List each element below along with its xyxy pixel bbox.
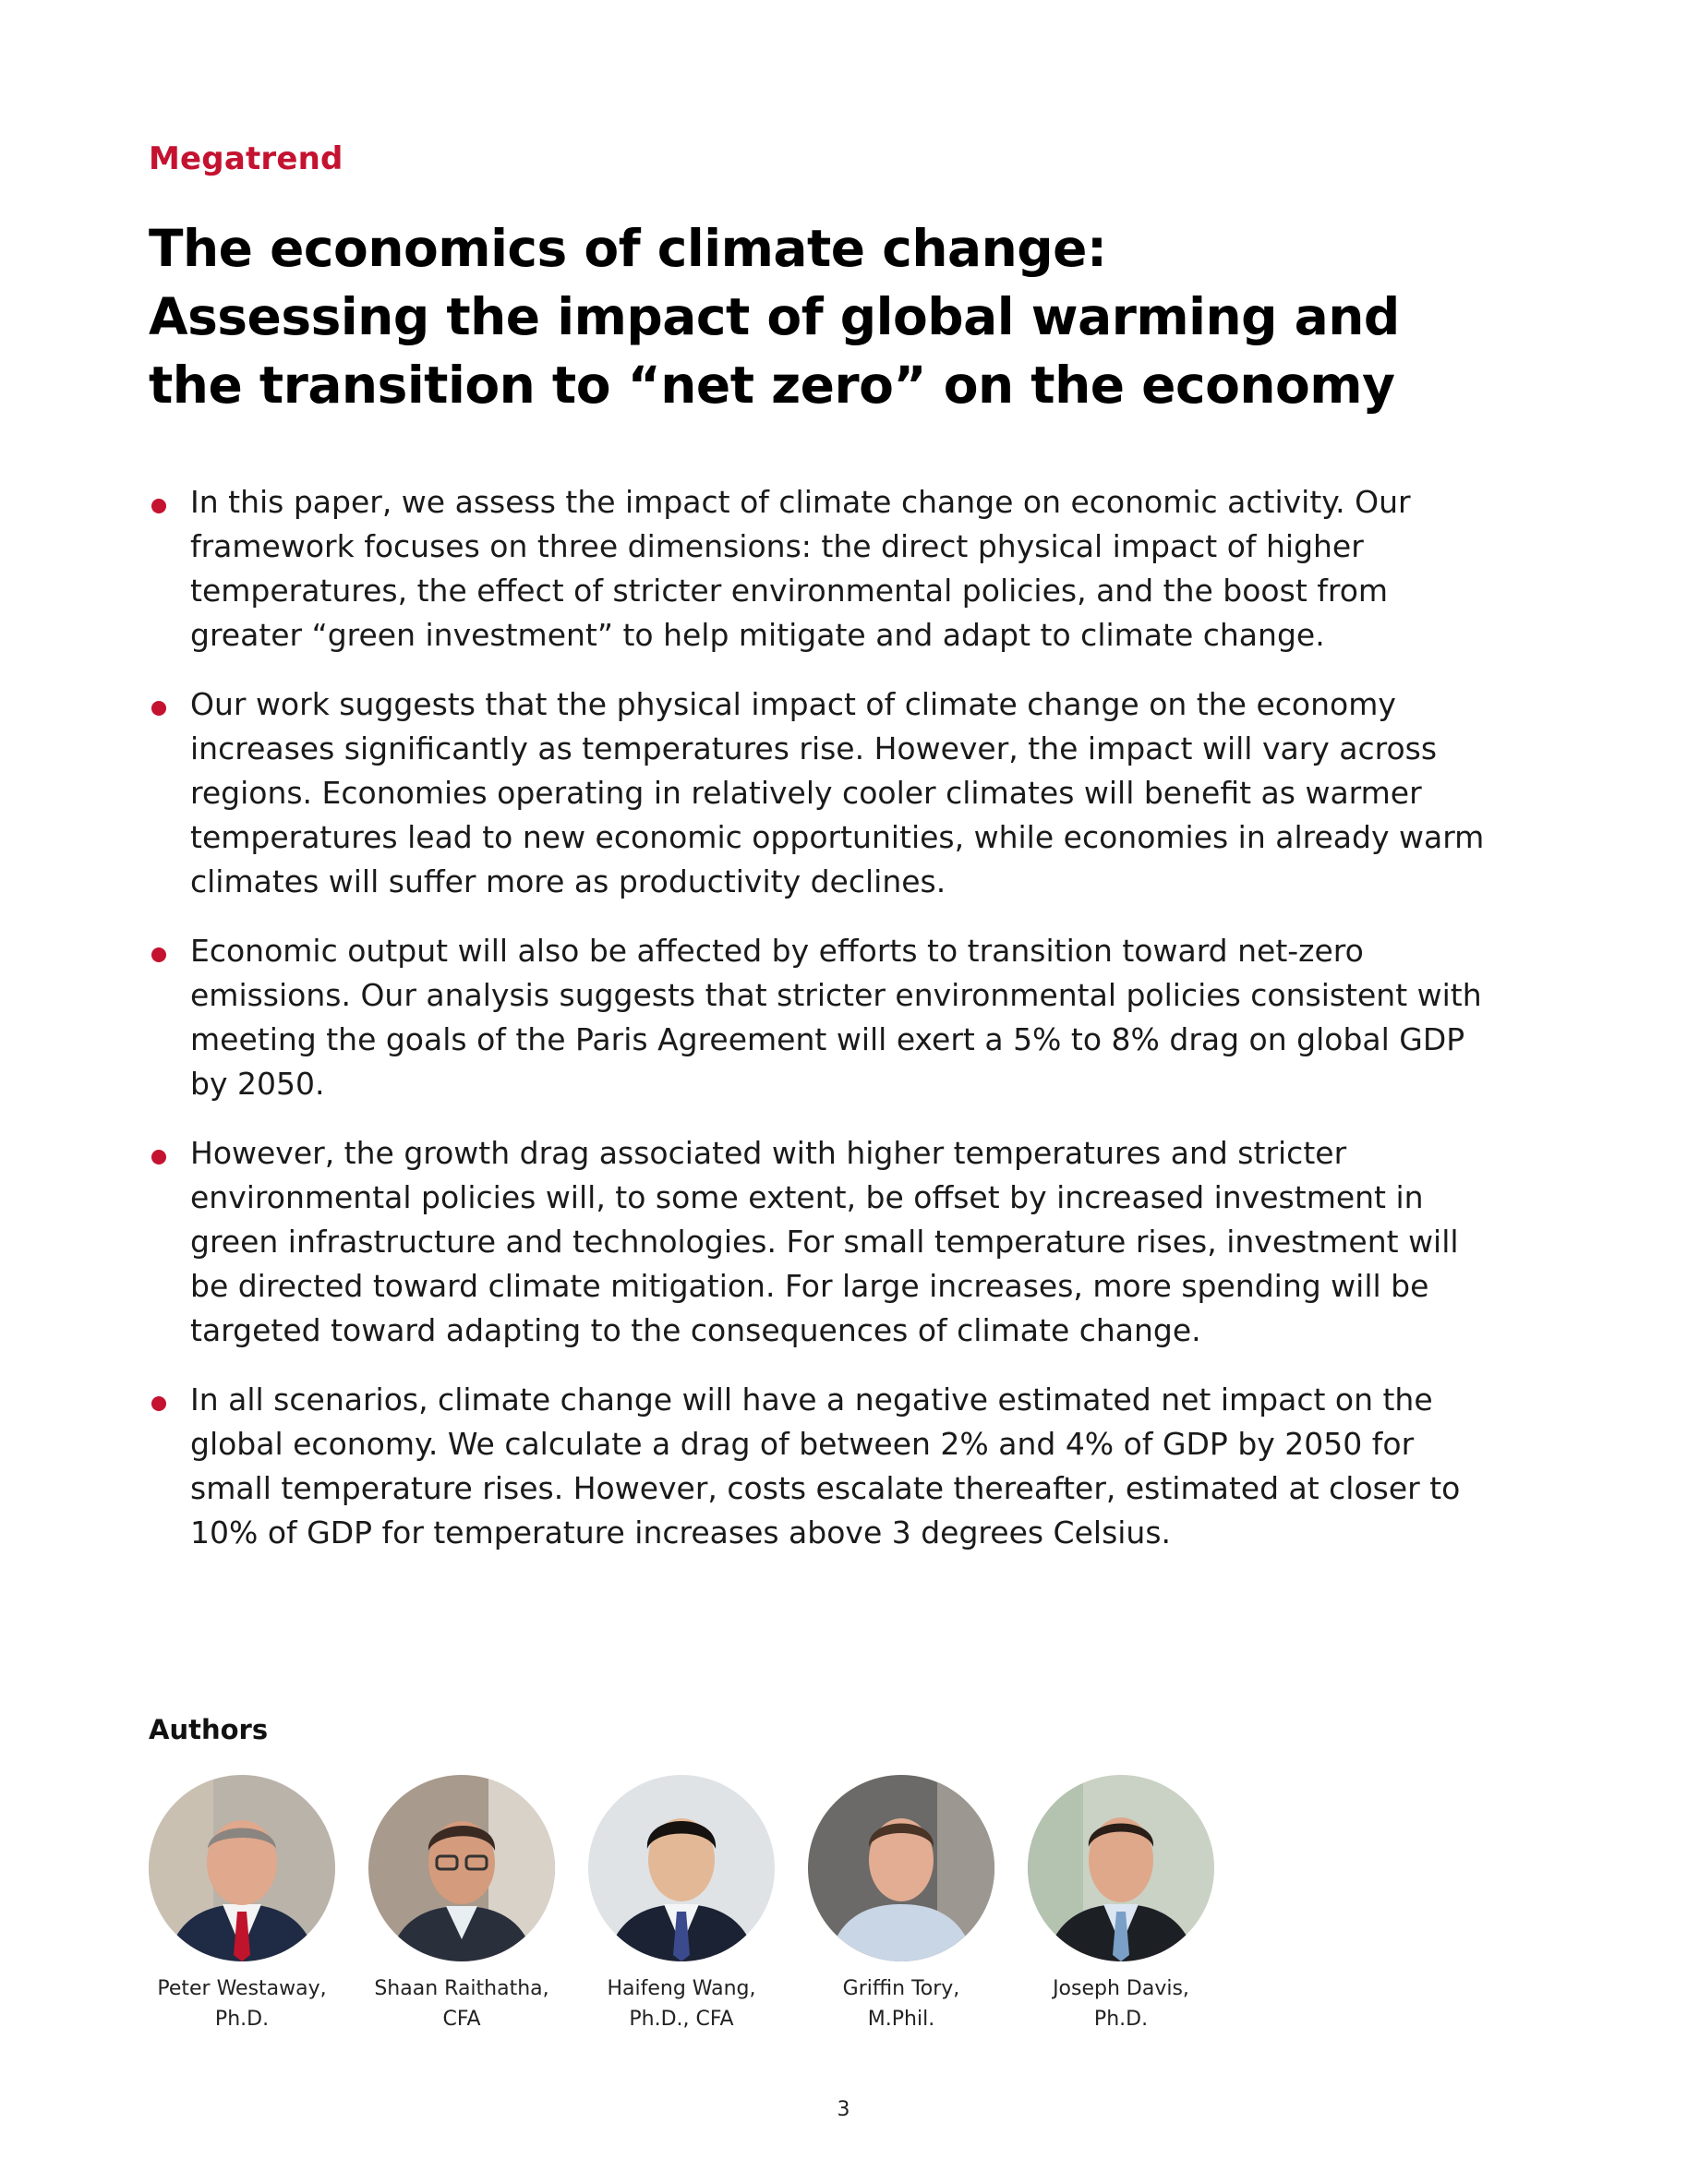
summary-bullet <box>149 682 1488 904</box>
page-title <box>149 214 1534 419</box>
person-portrait-icon <box>808 1775 994 1961</box>
author-name-line: Joseph Davis, <box>1053 1977 1189 2000</box>
page-number: 3 <box>837 2098 850 2121</box>
author-name-line: Shaan Raithatha, <box>374 1977 549 2000</box>
person-portrait-icon <box>149 1775 335 1961</box>
author-name <box>571 1973 792 2034</box>
author-name <box>1010 1973 1232 2034</box>
title-line-1: The economics of climate change: <box>149 219 1107 278</box>
bullet-text: In all scenarios, climate change will have a negative estimated net impact on the global economy. We calculate a drag of between 2% and 4% of GDP by 2050 for small temperature rises. However, costs escalate thereafter, estimated at closer to 10% of GDP for temperature increases above 3 degrees Celsius. <box>190 1382 1461 1551</box>
author-photo <box>808 1775 994 1961</box>
person-portrait-icon <box>368 1775 555 1961</box>
summary-bullet <box>149 1378 1488 1555</box>
bullet-text: In this paper, we assess the impact of climate change on economic activity. Our framework focuses on three dimensions: the direct physical impact of higher temperatures, the effect of stricter environmental policies, and the boost from greater “green investment” to help mitigate and adapt to climate change. <box>190 484 1411 653</box>
authors-heading: Authors <box>149 1714 269 1745</box>
author-credential-line: M.Phil. <box>867 2008 935 2031</box>
author-photo <box>149 1775 335 1961</box>
author-credential-line: Ph.D. <box>214 2008 270 2031</box>
author-name-line: Haifeng Wang, <box>607 1977 756 2000</box>
bullet-text: However, the growth drag associated with higher temperatures and stricter environmental policies will, to some extent, be offset by increased investment in green infrastructure and technologies. For small temperature rises, investment will be directed toward climate mitigation. For large increases, more spending will be targeted toward adapting to the consequences of climate change. <box>190 1135 1459 1348</box>
bullet-dot-icon <box>151 499 166 513</box>
bullet-text: Our work suggests that the physical impact of climate change on the economy increases significantly as temperatures rise. However, the impact will vary across regions. Economies operating in relatively cooler climates will benefit as warmer temperatures lead to new economic opportunities, while economies in already warm climates will suffer more as productivity declines. <box>190 686 1485 899</box>
summary-bullet <box>149 480 1488 658</box>
author-photo <box>368 1775 555 1961</box>
author-photo <box>588 1775 775 1961</box>
author-credential-line: Ph.D. <box>1093 2008 1149 2031</box>
author-photo <box>1028 1775 1214 1961</box>
authors-row <box>149 1775 1349 2043</box>
author-name-line: Griffin Tory, <box>842 1977 960 2000</box>
bullet-dot-icon <box>151 701 166 716</box>
author-credential-line: Ph.D., CFA <box>629 2008 734 2031</box>
person-portrait-icon <box>588 1775 775 1961</box>
summary-bullet <box>149 1131 1488 1353</box>
summary-bullet <box>149 929 1488 1106</box>
author-name <box>131 1973 353 2034</box>
bullet-dot-icon <box>151 1150 166 1164</box>
author-credential-line: CFA <box>442 2008 481 2031</box>
person-portrait-icon <box>1028 1775 1214 1961</box>
section-eyebrow: Megatrend <box>149 140 343 177</box>
title-line-2: Assessing the impact of global warming and <box>149 287 1400 346</box>
author-name <box>351 1973 572 2034</box>
summary-bullet-list <box>149 480 1488 1580</box>
author-name <box>790 1973 1012 2034</box>
bullet-dot-icon <box>151 1396 166 1411</box>
bullet-dot-icon <box>151 947 166 962</box>
bullet-text: Economic output will also be affected by efforts to transition toward net-zero emissions. Our analysis suggests that stricter environmental policies consistent with meeting the goals of the Paris Agreement will exert a 5% to 8% drag on global GDP by 2050. <box>190 933 1482 1102</box>
author-name-line: Peter Westaway, <box>157 1977 327 2000</box>
title-line-3: the transition to “net zero” on the economy <box>149 356 1395 415</box>
